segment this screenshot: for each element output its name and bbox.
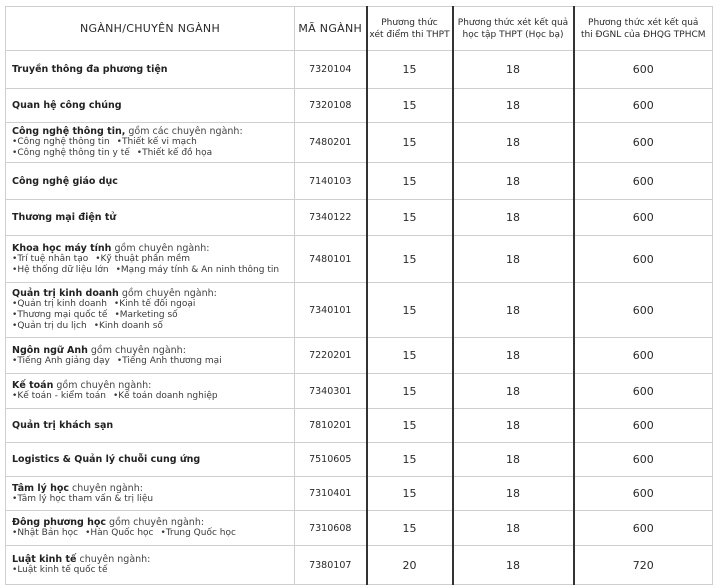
major-title: Tâm lý học [12,482,70,494]
table-row [6,477,713,511]
score-thpt: 15 [367,443,453,477]
table-row [6,443,713,477]
major-code: 7810201 [295,409,367,443]
table-row [6,200,713,236]
score-thpt: 15 [367,374,453,409]
sub-major: • Tâm lý học tham vấn & trị liệu [12,494,153,504]
sub-major: • Công nghệ thông tin y tế [12,148,130,158]
major-title: Khoa học máy tính [12,242,112,254]
table-row [6,123,713,163]
major-cell [6,511,295,546]
score-hocba: 18 [453,89,574,123]
score-thpt: 20 [367,546,453,585]
major-title: Truyền thông đa phương tiện [12,64,168,75]
sub-major: • Kinh tế đối ngoại [114,299,195,309]
table-header-row [6,7,713,51]
major-title: Logistics & Quản lý chuỗi cung ứng [12,454,201,465]
major-cell [6,546,295,585]
table-row [6,283,713,338]
sub-major: • Kế toán - kiểm toán [12,391,106,401]
major-code: 7340101 [295,283,367,338]
major-cell [6,443,295,477]
score-dgnl: 600 [574,200,713,236]
sub-major: • Công nghệ thông tin [12,137,110,147]
header-method-hocba: Phương thức xét kết quả học tập THPT (Học bạ) [453,7,574,51]
score-dgnl: 600 [574,89,713,123]
score-thpt: 15 [367,283,453,338]
sub-major: • Hệ thống dữ liệu lớn [12,265,109,275]
major-cell [6,89,295,123]
major-title: Kế toán [12,380,54,391]
score-thpt: 15 [367,123,453,163]
score-dgnl: 600 [574,477,713,511]
score-thpt: 15 [367,409,453,443]
header-method-thpt: Phương thức xét điểm thi THPT [367,7,453,51]
sub-major: • Mạng máy tính & An ninh thông tin [116,265,279,275]
major-code: 7220201 [295,338,367,374]
sub-major: • Hàn Quốc học [85,528,153,538]
score-hocba: 18 [453,374,574,409]
major-code: 7340122 [295,200,367,236]
score-hocba: 18 [453,546,574,585]
major-suffix: gồm chuyên ngành: [118,288,217,299]
score-hocba: 18 [453,409,574,443]
major-code: 7480201 [295,123,367,163]
score-dgnl: 720 [574,546,713,585]
score-dgnl: 600 [574,374,713,409]
table-row [6,338,713,374]
score-dgnl: 600 [574,409,713,443]
sub-major: • Tiếng Anh giảng dạy [12,356,110,366]
table-row [6,511,713,546]
admission-score-table [5,6,713,585]
major-suffix: gồm chuyên ngành: [106,517,205,528]
major-suffix: gồm chuyên ngành: [87,344,186,356]
sub-major: • Trí tuệ nhân tạo [12,254,88,264]
score-hocba: 18 [453,123,574,163]
score-hocba: 18 [453,200,574,236]
sub-major: • Kế toán doanh nghiệp [113,391,218,401]
score-hocba: 18 [453,163,574,200]
score-hocba: 18 [453,511,574,546]
major-cell [6,123,295,163]
score-thpt: 15 [367,477,453,511]
table-row [6,89,713,123]
major-cell [6,477,295,511]
major-cell [6,283,295,338]
major-title: Quản trị khách sạn [12,420,114,431]
sub-major: • Tiếng Anh thương mại [117,356,222,366]
major-code: 7310401 [295,477,367,511]
major-cell [6,236,295,283]
major-code: 7340301 [295,374,367,409]
sub-major: • Quản trị du lịch [12,321,87,331]
score-dgnl: 600 [574,123,713,163]
score-thpt: 15 [367,338,453,374]
score-thpt: 15 [367,236,453,283]
sub-major: • Luật kinh tế quốc tế [12,565,107,575]
major-title: Công nghệ thông tin, [12,126,126,137]
sub-major: • Nhật Bản học [12,528,78,538]
sub-major: • Kinh doanh số [94,321,163,331]
score-dgnl: 600 [574,511,713,546]
header-code: MÃ NGÀNH [295,7,367,51]
score-hocba: 18 [453,338,574,374]
major-cell [6,374,295,409]
table-row [6,236,713,283]
major-title: Ngôn ngữ Anh [12,344,88,356]
major-title: Luật kinh tế [12,554,77,565]
major-cell [6,51,295,89]
sub-major: • Kỹ thuật phần mềm [95,254,190,264]
sub-major: • Thương mại quốc tế [12,310,107,320]
score-thpt: 15 [367,511,453,546]
table-row [6,163,713,200]
major-title: Quan hệ công chúng [12,100,122,111]
major-code: 7380107 [295,546,367,585]
score-thpt: 15 [367,163,453,200]
major-cell [6,163,295,200]
sub-major: • Quản trị kinh doanh [12,299,107,309]
score-hocba: 18 [453,51,574,89]
table-row [6,546,713,585]
table-row [6,51,713,89]
major-suffix: gồm các chuyên ngành: [125,126,243,137]
major-suffix: chuyên ngành: [76,554,151,565]
major-suffix: gồm chuyên ngành: [53,380,152,391]
major-code: 7310608 [295,511,367,546]
header-major: NGÀNH/CHUYÊN NGÀNH [6,7,295,51]
score-hocba: 18 [453,283,574,338]
score-thpt: 15 [367,51,453,89]
major-code: 7480101 [295,236,367,283]
score-thpt: 15 [367,89,453,123]
sub-major: • Trung Quốc học [161,528,236,538]
major-title: Thương mại điện tử [12,212,117,223]
score-dgnl: 600 [574,443,713,477]
major-code: 7320108 [295,89,367,123]
score-dgnl: 600 [574,338,713,374]
header-method-dgnl: Phương thức xét kết quả thi ĐGNL của ĐHQG TPHCM [574,7,713,51]
table-row [6,409,713,443]
score-thpt: 15 [367,200,453,236]
major-title: Công nghệ giáo dục [12,175,118,187]
major-title: Đông phương học [12,517,107,528]
score-hocba: 18 [453,443,574,477]
sub-major: • Thiết kế vi mạch [117,137,197,147]
major-cell [6,200,295,236]
major-title: Quản trị kinh doanh [12,288,119,299]
score-dgnl: 600 [574,163,713,200]
score-dgnl: 600 [574,236,713,283]
major-code: 7510605 [295,443,367,477]
score-dgnl: 600 [574,283,713,338]
sub-major: • Thiết kế đồ họa [137,148,212,158]
major-suffix: gồm chuyên ngành: [111,242,210,254]
table-row [6,374,713,409]
score-hocba: 18 [453,477,574,511]
sub-major: • Marketing số [114,310,177,320]
major-code: 7320104 [295,51,367,89]
major-code: 7140103 [295,163,367,200]
major-cell [6,409,295,443]
score-dgnl: 600 [574,51,713,89]
score-hocba: 18 [453,236,574,283]
major-suffix: chuyên ngành: [69,482,143,494]
major-cell [6,338,295,374]
